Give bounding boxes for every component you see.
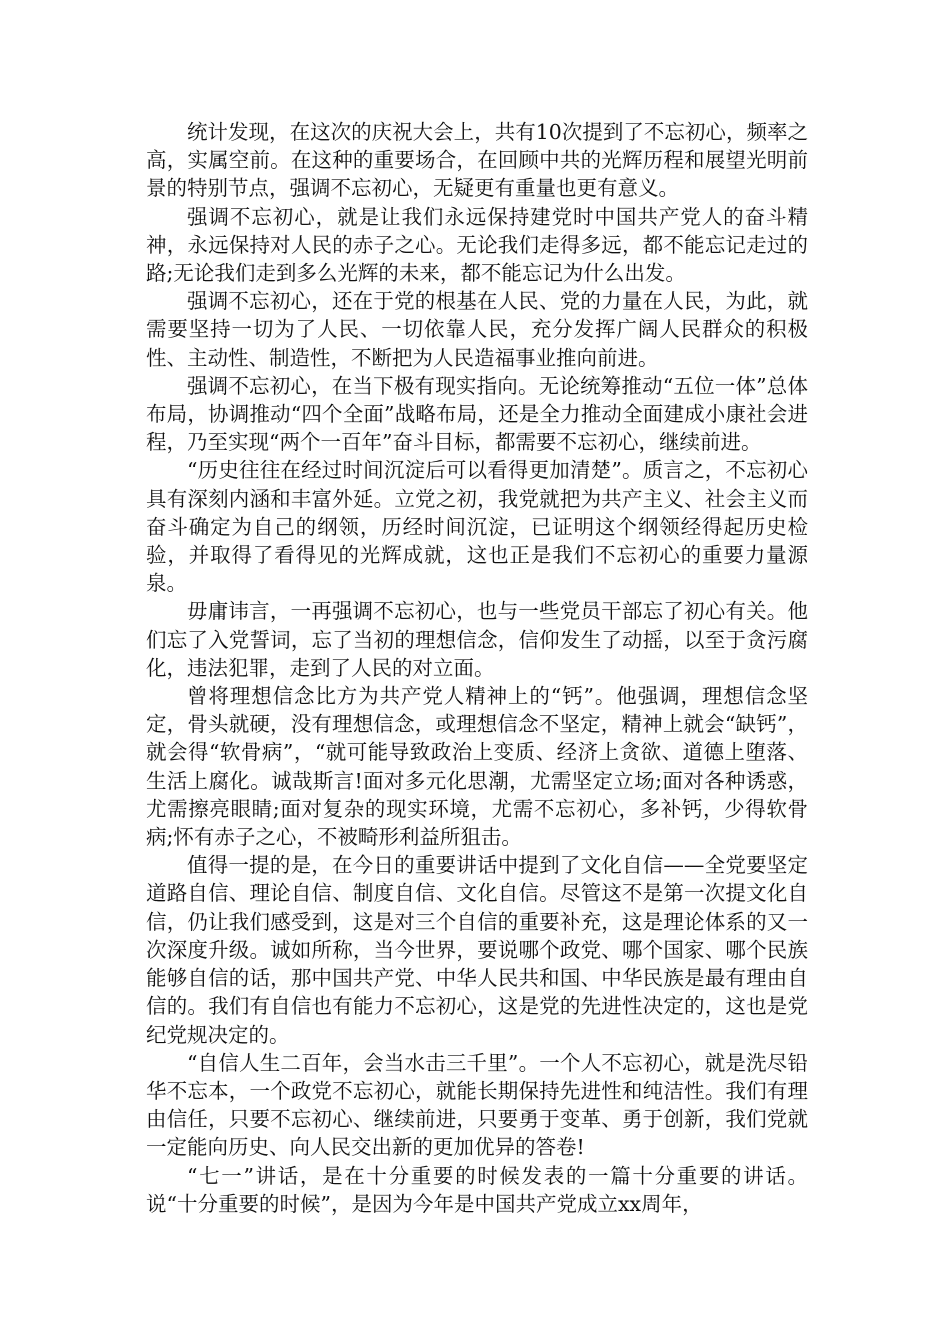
paragraph: 毋庸讳言，一再强调不忘初心，也与一些党员干部忘了初心有关。他们忘了入党誓词，忘了当初的理想信念，信仰发生了动摇，以至于贪污腐化，违法犯罪，走到了人民的对立面。 [146,599,808,680]
paragraph: “自信人生二百年，会当水击三千里”。一个人不忘初心，就是洗尽铅华不忘本，一个政党不忘初心，就能长期保持先进性和纯洁性。我们有理由信任，只要不忘初心、继续前进，只要勇于变革、勇于创新，我们党就一定能向历史、向人民交出新的更加优异的答卷! [146,1050,808,1160]
paragraph: “七一”讲话，是在十分重要的时候发表的一篇十分重要的讲话。说“十分重要的时候”，是因为今年是中国共产党成立xx周年， [146,1163,808,1216]
paragraph: “历史往往在经过时间沉淀后可以看得更加清楚”。质言之，不忘初心具有深刻内涵和丰富外延。立党之初，我党就把为共产主义、社会主义而奋斗确定为自己的纲领，历经时间沉淀，已证明这个纲领经得起历史检验，并取得了看得见的光辉成就，这也正是我们不忘初心的重要力量源泉。 [146,458,808,596]
paragraph: 曾将理想信念比方为共产党人精神上的“钙”。他强调，理想信念坚定，骨头就硬，没有理想信念，或理想信念不坚定，精神上就会“缺钙”，就会得“软骨病”，“就可能导致政治上变质、经济上贪欲、道德上堕落、生活上腐化。诚哉斯言!面对多元化思潮，尤需坚定立场;面对各种诱惑，尤需擦亮眼睛;面对复杂的现实环境，尤需不忘初心，多补钙，少得软骨病;怀有赤子之心，不被畸形利益所狙击。 [146,684,808,850]
paragraph: 强调不忘初心，在当下极有现实指向。无论统筹推动“五位一体”总体布局，协调推动“四个全面”战略布局，还是全力推动全面建成小康社会进程，乃至实现“两个一百年”奋斗目标，都需要不忘初心，继续前进。 [146,373,808,455]
paragraph: 统计发现，在这次的庆祝大会上，共有10次提到了不忘初心，频率之高，实属空前。在这种的重要场合，在回顾中共的光辉历程和展望光明前景的特别节点，强调不忘初心，无疑更有重量也更有意义。 [146,120,808,201]
paragraph: 值得一提的是，在今日的重要讲话中提到了文化自信——全党要坚定道路自信、理论自信、制度自信、文化自信。尽管这不是第一次提文化自信，仍让我们感受到，这是对三个自信的重要补充，这是理论体系的又一次深度升级。诚如所称，当今世界，要说哪个政党、哪个国家、哪个民族能够自信的话，那中国共产党、中华人民共和国、中华民族是最有理由自信的。我们有自信也有能力不忘初心，这是党的先进性决定的，这也是党纪党规决定的。 [146,853,808,1047]
paragraph: 强调不忘初心，还在于党的根基在人民、党的力量在人民，为此，就需要坚持一切为了人民、一切依靠人民，充分发挥广阔人民群众的积极性、主动性、制造性，不断把为人民造福事业推向前进。 [146,289,808,370]
document-body [146,118,808,1218]
paragraph: 强调不忘初心，就是让我们永远保持建党时中国共产党人的奋斗精神，永远保持对人民的赤子之心。无论我们走得多远，都不能忘记走过的路;无论我们走到多么光辉的未来，都不能忘记为什么出发。 [146,204,808,286]
